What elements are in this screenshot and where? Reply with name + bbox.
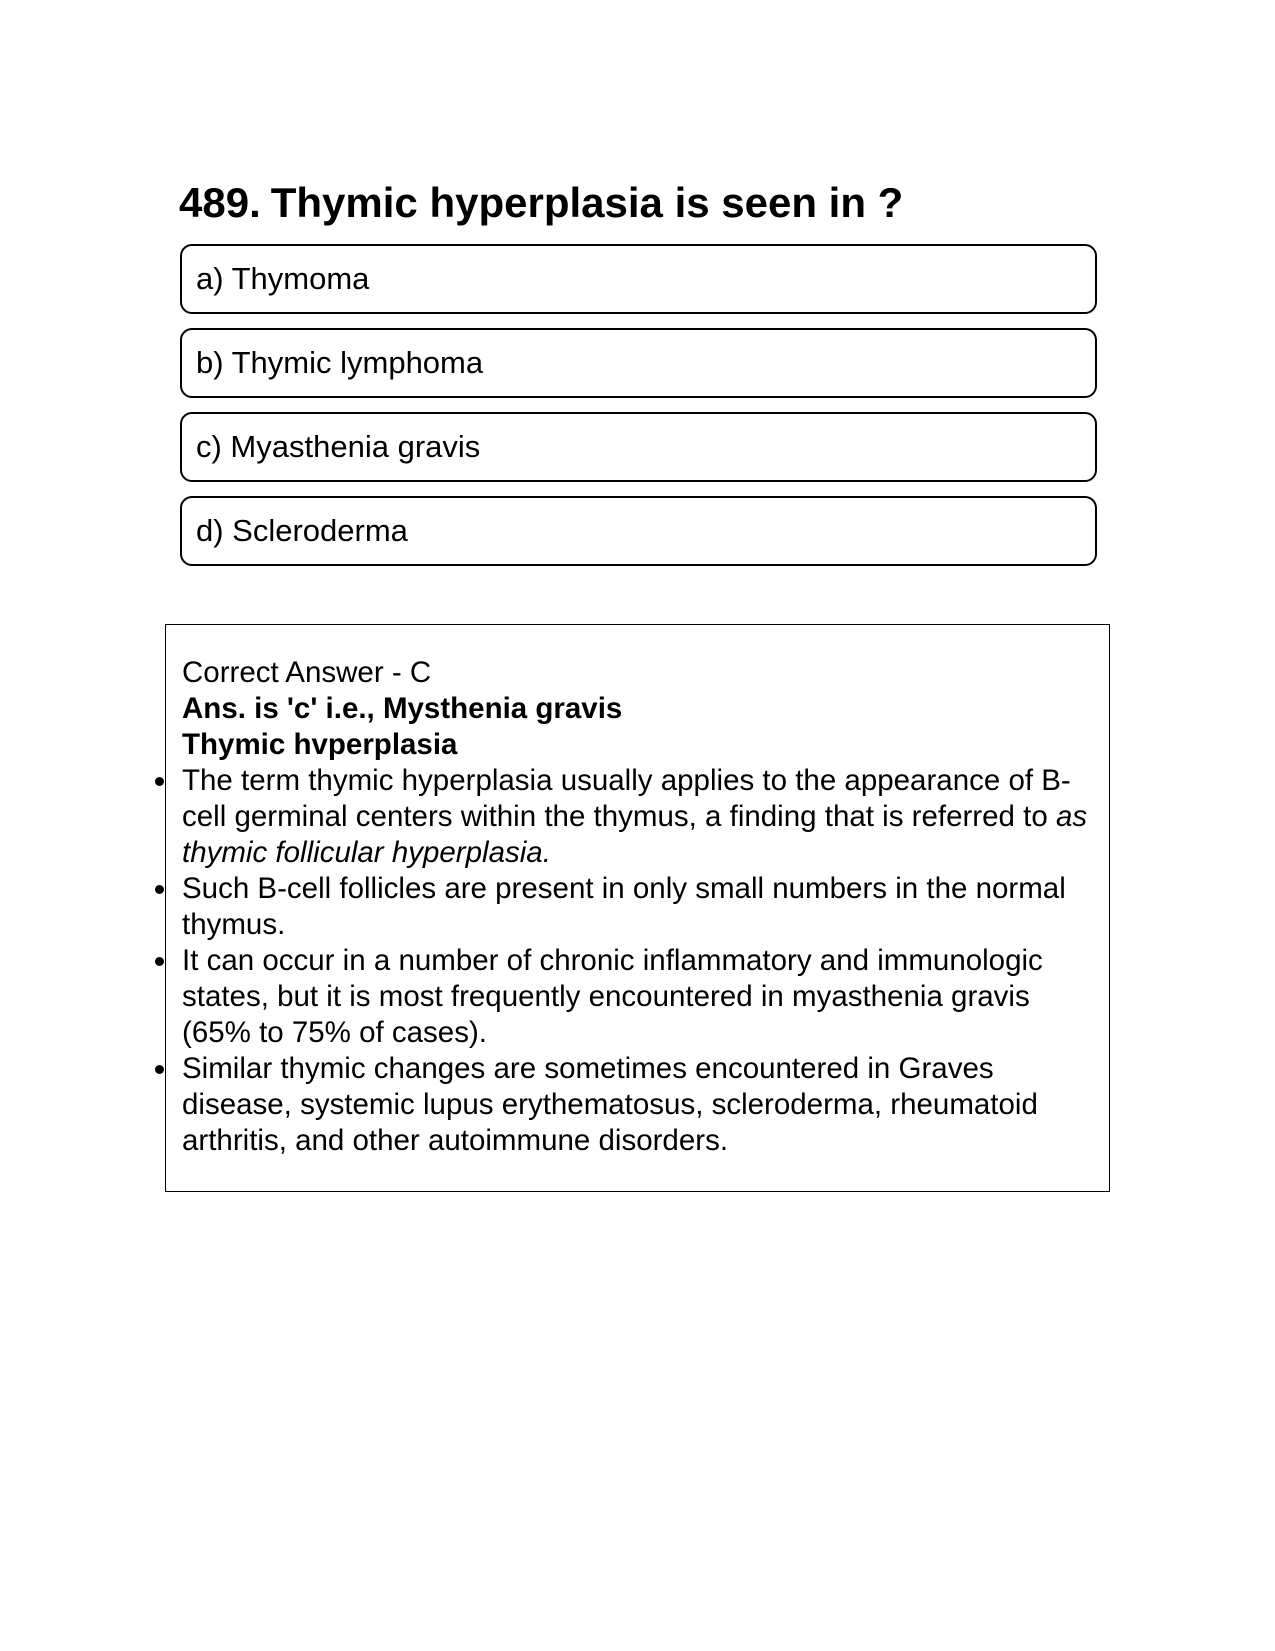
- options-list: [180, 244, 1097, 580]
- bullet-item: Such B-cell follicles are present in only small numbers in the normal thymus.: [182, 871, 1095, 943]
- bullet-italic-text: as thymic follicular hyperplasia.: [182, 800, 1088, 869]
- question-title: [179, 176, 903, 230]
- question-number: 489.: [179, 179, 261, 226]
- option-b[interactable]: b) Thymic lymphoma: [180, 328, 1097, 398]
- bullet-text: The term thymic hyperplasia usually applies to the appearance of B-cell germinal centers within the thymus, a finding that is referred to: [182, 764, 1071, 833]
- explanation-bullets: [182, 763, 1095, 1159]
- option-a[interactable]: a) Thymoma: [180, 244, 1097, 314]
- explanation-heading: Thymic hvperplasia: [182, 728, 458, 761]
- bullet-item: [182, 763, 1095, 871]
- correct-answer-line: Correct Answer - C: [182, 656, 432, 689]
- bullet-item: Similar thymic changes are sometimes encountered in Graves disease, systemic lupus erythematosus, scleroderma, rheumatoid arthritis, and other autoimmune disorders.: [182, 1051, 1095, 1159]
- option-c[interactable]: c) Myasthenia gravis: [180, 412, 1097, 482]
- option-d[interactable]: d) Scleroderma: [180, 496, 1097, 566]
- answer-statement: Ans. is 'c' i.e., Mysthenia gravis: [182, 692, 623, 725]
- answer-explanation-box: [165, 624, 1110, 1192]
- bullet-item: It can occur in a number of chronic inflammatory and immunologic states, but it is most frequently encountered in myasthenia gravis (65% to 75% of cases).: [182, 943, 1095, 1051]
- question-text: Thymic hyperplasia is seen in ?: [270, 179, 904, 226]
